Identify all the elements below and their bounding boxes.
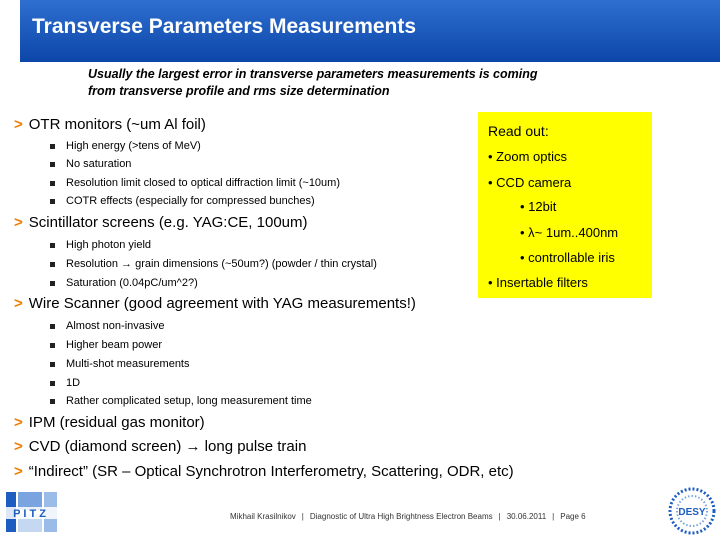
- square-bullet-icon: [50, 362, 55, 367]
- desy-logo-text: DESY: [678, 507, 706, 518]
- readout-item: • controllable iris: [520, 250, 615, 265]
- bullet-label: long pulse train: [204, 438, 307, 455]
- sub-bullet: [50, 277, 198, 289]
- sub-bullet: [50, 158, 131, 170]
- bullet-arrow-icon: >: [14, 214, 23, 231]
- square-bullet-icon: [50, 199, 55, 204]
- right-arrow-icon: →: [181, 438, 205, 455]
- bullet-arrow-icon: >: [14, 463, 23, 480]
- sub-bullet: [50, 377, 80, 389]
- bullet-otr: [14, 116, 206, 133]
- bullet-wire-scanner: [14, 295, 416, 312]
- sub-bullet-text: Saturation (0.04pC/um^2?): [66, 277, 198, 289]
- sub-bullet: [50, 358, 190, 370]
- sub-bullet-text: Multi-shot measurements: [66, 358, 190, 370]
- sub-bullet-text: Higher beam power: [66, 339, 162, 351]
- bullet-label: CVD (diamond screen): [28, 438, 182, 455]
- right-arrow-icon: →: [117, 258, 136, 270]
- bullet-cvd: [14, 438, 306, 455]
- footer-separator: |: [498, 512, 501, 521]
- sub-bullet-text: 1D: [66, 377, 81, 389]
- sub-bullet-text: No saturation: [66, 158, 132, 170]
- sub-bullet: [50, 258, 377, 270]
- footer-page: Page 6: [560, 512, 586, 521]
- square-bullet-icon: [50, 144, 55, 149]
- square-bullet-icon: [50, 343, 55, 348]
- sub-bullet: [50, 395, 312, 407]
- square-bullet-icon: [50, 381, 55, 386]
- square-bullet-icon: [50, 281, 55, 286]
- readout-item: • λ~ 1um..400nm: [520, 225, 619, 240]
- square-bullet-icon: [50, 399, 55, 404]
- pitz-logo: [4, 490, 59, 534]
- bullet-label: “Indirect” (SR – Optical Synchrotron Interferometry, Scattering, ODR, etc): [28, 463, 514, 480]
- sub-bullet-text: COTR effects (especially for compressed bunches): [66, 195, 315, 207]
- sub-bullet-text: High energy (>tens of MeV): [66, 140, 201, 152]
- sub-bullet-text: Resolution limit closed to optical diffraction limit (~10um): [66, 177, 340, 189]
- sub-bullet-text: High photon yield: [66, 239, 152, 251]
- bullet-arrow-icon: >: [14, 414, 23, 431]
- readout-box: [478, 112, 652, 298]
- pitz-logo-text: PITZ: [13, 508, 49, 520]
- bullet-indirect: [14, 463, 514, 480]
- square-bullet-icon: [50, 162, 55, 167]
- readout-title: Read out:: [488, 123, 549, 139]
- square-bullet-icon: [50, 181, 55, 186]
- sub-bullet: [50, 239, 151, 251]
- bullet-label: Scintillator screens (e.g. YAG:CE, 100um): [28, 214, 308, 231]
- sub-bullet-text: Rather complicated setup, long measurement time: [66, 395, 312, 407]
- sub-bullet-text: grain dimensions (~50um?) (powder / thin crystal): [135, 258, 377, 270]
- bullet-label: OTR monitors (~um Al foil): [28, 116, 206, 133]
- bullet-arrow-icon: >: [14, 295, 23, 312]
- desy-logo: [668, 486, 716, 536]
- bullet-label: IPM (residual gas monitor): [28, 414, 205, 431]
- sub-bullet: [50, 339, 162, 351]
- intro-text: [88, 66, 648, 99]
- readout-item: • CCD camera: [488, 175, 572, 190]
- footer-date: 30.06.2011: [506, 512, 547, 521]
- bullet-arrow-icon: >: [14, 116, 23, 133]
- square-bullet-icon: [50, 262, 55, 267]
- footer-author: Mikhail Krasilnikov: [230, 512, 296, 521]
- square-bullet-icon: [50, 243, 55, 248]
- bullet-scintillator: [14, 214, 308, 231]
- slide-title: Transverse Parameters Measurements: [32, 15, 417, 38]
- readout-item: • Insertable filters: [488, 275, 588, 290]
- sub-bullet-text: Almost non-invasive: [66, 320, 165, 332]
- sub-bullet: [50, 140, 201, 152]
- readout-item: • 12bit: [520, 199, 557, 214]
- sub-bullet: [50, 177, 340, 189]
- title-bar: [0, 0, 720, 62]
- footer-talk: Diagnostic of Ultra High Brightness Electron Beams: [309, 512, 493, 521]
- footer: [230, 512, 586, 521]
- intro-line: Usually the largest error in transverse parameters measurements is coming: [88, 67, 538, 81]
- bullet-label: Wire Scanner (good agreement with YAG measurements!): [28, 295, 416, 312]
- intro-line: from transverse profile and rms size determination: [88, 83, 390, 98]
- footer-separator: |: [301, 512, 304, 521]
- sub-bullet: [50, 195, 315, 207]
- bullet-ipm: [14, 414, 205, 431]
- footer-separator: |: [552, 512, 555, 521]
- bullet-arrow-icon: >: [14, 438, 23, 455]
- sub-bullet: [50, 320, 164, 332]
- readout-item: • Zoom optics: [488, 149, 567, 164]
- sub-bullet-text: Resolution: [66, 258, 118, 270]
- square-bullet-icon: [50, 324, 55, 329]
